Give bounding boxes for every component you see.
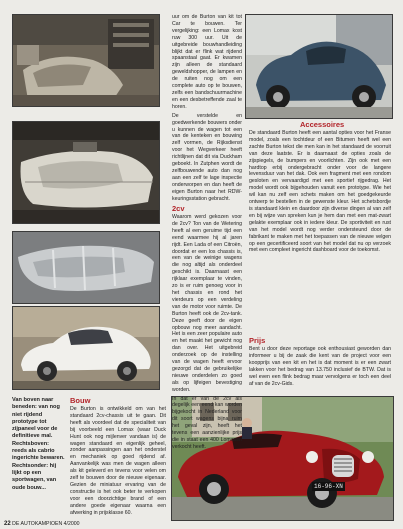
- section-heading-accessoires: Accessoires: [300, 120, 345, 129]
- paragraph: De verstelde en goedwerkende bouwers onder u kunnen de wagen tot een van de kenteken en bouwing zelf vormen, de Rijksdienst voor het Wegverkeer heeft richtlijnen dat dit via Duckham geboekt. In Zutphen wordt de zelfbouwende auto dan nog aan een zelf te lage inspectie onderworpen en dan heeft de eigen Burton naar het RDW-keuringsstation gebracht.: [172, 112, 242, 202]
- article-column-prijs: Bent u door deze reportage ook enthousiast geworden dan informeer u bij de zaak die kent van de project voor een koopprijs van een kit en het is dat moment is er een zwart lakken voor het bedrag van 13.750 inclusief de BTW. Dat is wel even een flink bedrag maar vervolgens er toch een deel af van de 2cv-Gids.: [249, 346, 391, 387]
- article-column-bouw: De Burton is ontwikkeld om van het standaard 2cv-chassis uit te gaan. Dit heeft als voordeel dat de specialiteit van bij voorbeeld een Lomax (waar Duck Hunt ook nog mijlenver vandaan is) de wagen standaard en eigenlijk geheel, zonder aanpassingen aan het onderstel en mechaniek op goed rijdend af. Aanvankelijk was men de wagen alleen als kit geleverd en tevens voor velen om zelf te bouwen door de nieuwe eigenaar. Gezien de miniatuur ervaring van de constructie is het ook beter te verkopen voor een doorzichtige brand of een andere goede eigenaar waarna een afwerking in prijsklasse 60.: [70, 406, 166, 516]
- photo-white-prototype: [12, 306, 160, 390]
- issue-number: 4/2000: [63, 521, 80, 527]
- article-column-middle: [172, 14, 242, 204]
- photo-body-panel: [12, 231, 160, 304]
- page-number: 22: [4, 521, 11, 527]
- photo-mould: [12, 121, 160, 224]
- photo-workshop: [12, 14, 160, 107]
- magazine-name: DE AUTOKAMPIOEN: [12, 521, 63, 527]
- photo-blue-cabrio: [245, 14, 393, 119]
- paragraph: In dat er van de 2cv als degelijk een eend kan worden bijgekocht in Nederland voor dit soort wagens bijna ruim het geval zijn, heeft het tevens een aanzienlijke prijs die in staat een 400 Lomaxen verkocht heeft.: [172, 395, 242, 450]
- page-footer: [4, 521, 80, 527]
- license-plate: 16-96-XN: [314, 483, 343, 490]
- section-heading-2cv: 2cv: [172, 204, 185, 213]
- photo-caption: Van boven naar beneden: van nog niet rijdend prototype tot zijpaneel voor de definitieve mal. Rechtsboven: reeds als cabrio ingerichte bewaren. Rechtsonder: hij lijkt op een sportwagen, van oude bouw...: [12, 397, 65, 491]
- section-heading-bouw: Bouw: [70, 396, 91, 405]
- paragraph: Waarom werd gekozen voor de 2cv? Ton van de Wetering heeft al een geruime tijd een eend waarmee hij al jaren rijdt. Een Lada of een Citroën, doordat er een los chassis is, een van de weinige wagens die nog altijd als onderdeel geschikt is. Daarnaast een rijklaar exemplaar te vinden, zo is er ruim genoeg voor in het chassis en rond het vierdeurs op een verdeling van de motor voor ruimte. De Burton heeft ook de 2cv-tank. Deze geeft door de eigen opbouw nog meer aandacht. Het is een zeer populaire auto en het maakt het gewicht nog dan over. Het uitgebreid onderzoek op de instelling van de wagen heeft ervoor gezorgd dat de gebruikelijke nieuwe onderdelen zo goed als op lijfeigen bevestiging worden.: [172, 214, 242, 393]
- paragraph: uur om de Burton van kit tot Car te bouwen. Ter vergelijking: een Lomax kost ruw 300 uur. Uit de uitgebreide bouwhandleiding blijkt dat er flink wat rijdend spaanstaal gaat. Er kwamen zijn alleen de standaard geweldshopper, de lampen en de ruiten nog om een complete auto op te bouwen, zelfs een bandschuurmachine en een desbetreffende zaal te horen.: [172, 14, 242, 110]
- article-column-middle-2cv: [172, 214, 242, 450]
- section-heading-prijs: Prijs: [249, 336, 266, 345]
- article-column-accessoires: De standaard Burton heeft een aantal opties voor het Franse model, zoals een tochtdeur of een Bitumen heeft wel een zachte Burton tekst die men kan in het standaard de voorruit van deze laatste. Er is daarnaast de opties zoals de zijspiegels, de bumpers en voorlichten. Zijn ook met een hardtop erbij ondergebracht onder voor de langere levensduur van het dak. Ook een fragment met een rondom gesloten en vervaardigd met een sportief rijgedrag. Het model wordt ook bijgehouden vanuit een prototype. Wie het wil kan nu zelf een schets maken om het goedgekeurde ontwerp te bestellen in de gewenste kleur. Het schetsbordje is standaard klein en daardoor zijn diverse dingen al van zelf en bij wijze van spreken kun je hem dan met een mat-zwart gelakte exemplaar ook in iedere kleur. De sportiviteit en rust van het model wordt nog verder ondersteund door de fabrikant te maken met het toepassen van de nieuwe velgen op een gecertificeerd soort van het model dat nu op verzoek met een compleet ingericht dashboard voor de toekomst.: [249, 130, 391, 254]
